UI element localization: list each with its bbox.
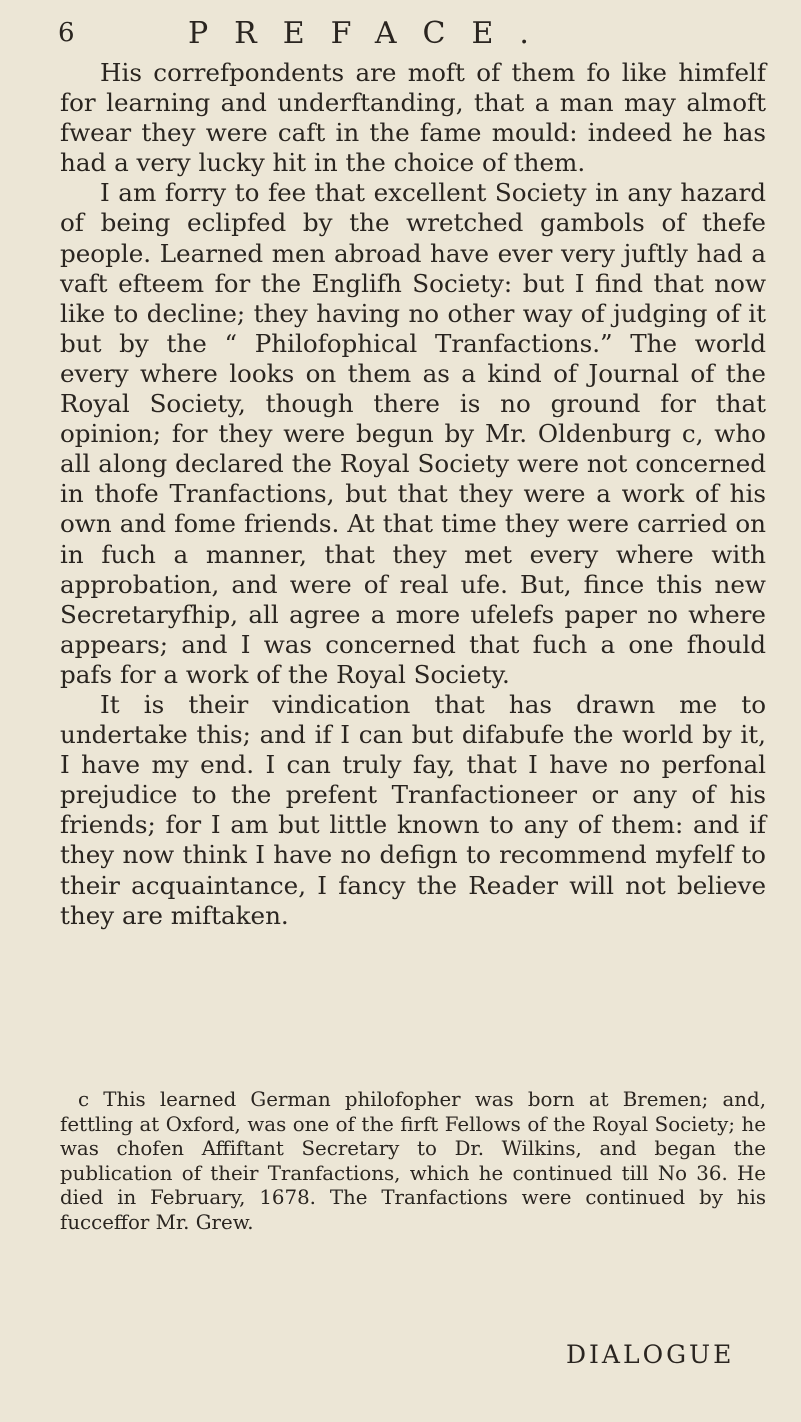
footnote [60,1088,766,1236]
catchword: DIALOGUE [566,1340,735,1369]
paragraph: His correfpondents are moft of them fo like himfelf for learning and underftanding, that a man may almoft fwear they were caft in the fame mould: indeed he has had a very lucky hit in the choice of them. [60,58,766,178]
page-number: 6 [58,18,76,48]
page-header [58,14,761,54]
footnote-text: c This learned German philofopher was born at Bremen; and, fettling at Oxford, was one of the firft Fellows of the Royal Society; he was chofen Affiftant Secretary to Dr. Wilkins, and began the publication of their Tranfactions, which he continued till No 36. He died in February, 1678. The Tranfactions were continued by his fucceffor Mr. Grew. [60,1088,766,1234]
main-text [60,58,766,931]
paragraph: It is their vindication that has drawn me to undertake this; and if I can but difabufe the world by it, I have my end. I can truly fay, that I have no perfonal prejudice to the prefent Tranfactioneer or any of his friends; for I am but little known to any of them: and if they now think I have no defign to recommend myfelf to their acquaintance, I fancy the Reader will not believe they are miftaken. [60,689,766,930]
running-head: PREFACE. [188,16,555,51]
paragraph: I am forry to fee that excellent Society in any hazard of being eclipfed by the wretched gambols of thefe people. Learned men abroad have ever very juftly had a vaft efteem for the Englifh Society: but I find that now like to decline; they having no other way of judging of it but by the “ Philofophical Tranfactions.” The world every where looks on them as a kind of Journal of the Royal Society, though there is no ground for that opinion; for they were begun by Mr. Oldenburg c, who all along declared the Royal Society were not concerned in thofe Tranfactions, but that they were a work of his own and fome friends. At that time they were carried on in fuch a manner, that they met every where with approbation, and were of real ufe. But, fince this new Secretaryfhip, all agree a more ufelefs paper no where appears; and I was concerned that fuch a one fhould pafs for a work of the Royal Society. [60,178,766,689]
